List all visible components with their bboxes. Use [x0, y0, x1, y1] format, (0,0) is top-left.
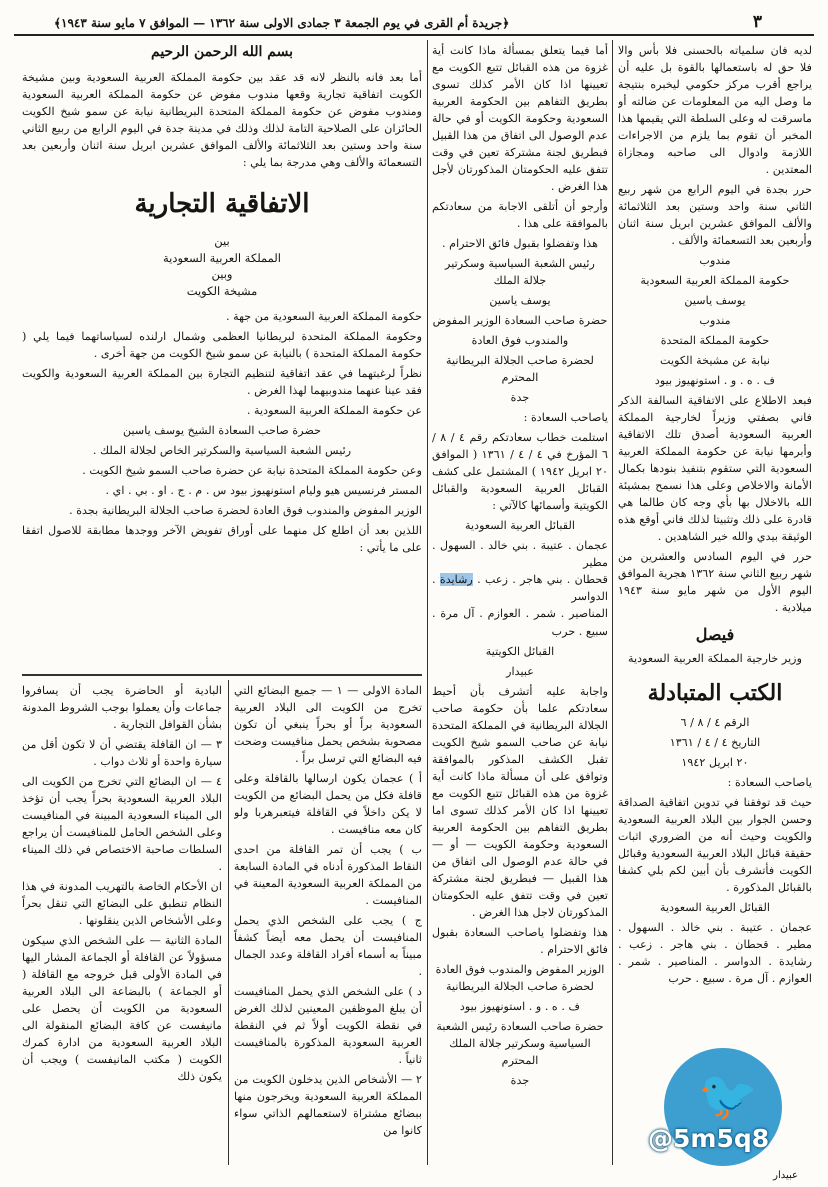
articles-column-left — [22, 682, 222, 1167]
article-clause: د ) على الشخص الذي يحمل المنافيست أن يبلغ الموظفين المعينين لذلك الغرض في نقطة الكويت أولاً ثم في النقطة العربية السعودية المذكورة بالمنافيست ثانياً . — [234, 985, 422, 1067]
paragraph: وعن حكومة المملكة المتحدة نيابة عن حضرة صاحب السمو شيخ الكويت . — [82, 463, 422, 477]
article-clause: ٣ — ان القافلة يقتضي أن لا تكون أقل من سيارة واحدة أو ثلاث دواب . — [22, 738, 222, 769]
tribes-line: قحطان . بني هاجر . زعب . — [472, 573, 608, 587]
addressee-line: حضرة صاحب السعادة رئيس الشعبة السياسية وسكرتير جلالة الملك المحترم — [436, 1019, 604, 1067]
article: المادة الاولى — ١ — جميع البضائع التي تخرج من الكويت الى البلاد العربية السعودية براً أو بحراً ينبغي أن تكون مصحوبة بشخص يحمل منافيست وضحت فيه البضائع التي ترسل براً . — [234, 684, 422, 766]
tribes-line: . الدواسر — [432, 573, 608, 604]
paragraph: حضرة صاحب السعادة الشيخ يوسف ياسين — [122, 423, 322, 437]
paragraph: حكومة المملكة العربية السعودية من جهة . — [225, 309, 422, 323]
paragraph: اللذين بعد أن اطلع كل منهما على أوراق تفويض الآخر ووجدها مطابقة للاصول اتفقا على ما يأتي : — [22, 523, 422, 554]
tribes-line: عجمان . عتيبة . بني خالد . السهول . مطير — [432, 539, 608, 570]
paragraph: حرر في اليوم السادس والعشرين من شهر ربيع الثاني سنة ١٣٦٢ هجرية الموافق اليوم الأول من شهر مايو سنة ١٩٤٣ ميلادية . — [618, 550, 812, 615]
agreement-title: الاتفاقية التجارية — [134, 189, 310, 220]
addressee-line: حضرة صاحب السعادة الوزير المفوض — [432, 314, 608, 328]
letter-ref: الرقم ٤ / ٨ / ٦ — [680, 716, 750, 730]
highlighted-tribe: رشايدة — [439, 573, 473, 587]
salutation: ياصاحب السعادة : — [523, 411, 608, 425]
paragraph: نظراً لرغبتهما في عقد اتفاقية لتنظيم التجارة بين المملكة العربية السعودية والكويت فقد عينا عنهما مندوبيهما لهذا الغرض . — [22, 366, 422, 397]
letter-date-hijri: التاريخ ٤ / ٤ / ١٣٦١ — [669, 736, 761, 750]
signatory-role: مندوب — [699, 254, 731, 268]
paragraph: المستر فرنسيس هيو وليام استونهيوز بيود س . م . ج . او . بي . اي . — [105, 483, 422, 497]
watermark-handle: @5m5q8 — [648, 1124, 770, 1153]
article-clause: ان الأحكام الخاصة بالتهريب المدونة في هذا النظام تنطبق على البضائع التي تنقل بحراً وعلى الأشخاص الذين ينقلونها . — [22, 880, 222, 928]
twitter-watermark — [640, 1048, 816, 1176]
signer-name: يوسف ياسين — [489, 294, 551, 308]
signer-name: ف . ه . و . استونهيوز بيود — [459, 999, 581, 1013]
agreement-subtitle: وبين — [211, 267, 233, 282]
addressee-line: لحضرة صاحب الجلالة البريطانية المحترم — [446, 354, 594, 385]
addressee-city: جدة — [510, 391, 530, 405]
signatory-government: حكومة المملكة العربية السعودية — [640, 274, 790, 288]
agreement-subtitle: المملكة العربية السعودية — [163, 250, 281, 265]
signatory-role: مندوب — [699, 314, 731, 328]
page-header — [14, 10, 814, 36]
article-clause: ج ) يجب على الشخص الذي يحمل المنافيست أن يحمل معه أيضاً كشفاً مبيناً به أسماء أفراد القافلة وعدد الجمال . — [234, 914, 422, 979]
tribes-list — [432, 537, 608, 639]
tribes-list: عجمان . عتيبة . بني خالد . السهول . مطير . قحطان . بني هاجر . زعب . رشايدة . الدواسر . المناصير . شمر . العوازم . آل مرة . سبيع . حرب — [618, 921, 812, 986]
signer-title: رئيس الشعبة السياسية وسكرتير جلالة الملك — [445, 257, 595, 288]
basmala: بسم الله الرحمن الرحيم — [151, 44, 293, 60]
column-rule — [228, 680, 229, 1165]
paragraph: فبعد الاطلاع على الاتفاقية السالفة الذكر فاني بصفتي وزيراً لخارجية المملكة العربية السعودية أصدق تلك الاتفاقية وأبرمها نيابة عن حكومة المملكة العربية السعودية التي ستقوم بتنفيذ بنودها بكمال الأمانة والاخلاص وعلى هذا نسمح بمشيئة الله بالاخلال بها بأي وجه كان طالما هي قادرة على ذلك وتثبيتا لذلك فاني أوقع هذه الوثيقة بيدي والله خير الشاهدين . — [618, 394, 812, 544]
signer-title: الوزير المفوض والمندوب فوق العادة لحضرة صاحب الجلالة البريطانية — [435, 962, 605, 993]
paragraph: أما بعد فانه بالنظر لانه قد عقد بين حكومة المملكة العربية السعودية وبين مشيخة الكويت اتفاقية تجارية وقعها مندوب مفوض عن حكومة المملكة العربية السعودية ومندوب مفوض عن حكومة المملكة المتحدة البريطانية نيابة عن سمو شيخ الكويت الحائزان على الصلاحية التامة لذلك وذلك في مدينة جدة في اليوم الرابع من ربيع الثاني سنة واحد وستين بعد الثلاثمائة والألف الموافق عشرين ابريل سنة اثنان وأربعين بعد التسعمائة والألف وهي مدرجة بما يلي : — [22, 71, 422, 170]
paragraph: الوزير المفوض والمندوب فوق العادة لحضرة صاحب الجلالة البريطانية بجدة . — [69, 503, 422, 517]
paragraph: وأرجو أن أتلقى الاجابة من سعادتكم بالموافقة على هذا . — [432, 200, 608, 231]
signatory-government: حكومة المملكة المتحدة — [660, 334, 770, 348]
signatory-name: ف . ه . و . استونهيوز بيود — [654, 374, 776, 388]
page-number: ٣ — [752, 12, 762, 32]
tribes-label: القبائل العربية السعودية — [464, 519, 575, 533]
article-clause: ب ) يجب أن تمر القافلة من احدى النقاط المذكورة أدناه في المادة السابعة من المملكة العربية السعودية المعينة في المنافيست . — [234, 843, 422, 908]
tribes-label: القبائل العربية السعودية — [659, 901, 770, 915]
paragraph: واجابة عليه أتشرف بأن أحيط سعادتكم علما بأن حكومة صاحب الجلالة البريطانية في المملكة المتحدة نيابة عن صاحب السمو شيخ الكويت تقبل الكشف المذكور بالموافقة وتوافق على أن مسألة ماذا كانت أية غزوة من هذه القبائل تتبع الكويت مع تعيينها اذا كان الأمر كذلك تسوى اما بطريق التفاهم بين الحكومة العربية السعودية وحكومة الكويت — أو — في حالة عدم الوصول الى اتفاق من هذا القبيل — فبطريق لجنة مشتركة تعين في وقت تتفق عليه الحكومتان المذكورتان لاجل هذا الغرض . — [432, 684, 608, 919]
column-1 — [618, 42, 812, 1052]
articles-column-right — [234, 682, 422, 1167]
agreement-subtitle: بين — [214, 233, 230, 248]
signature-name: فيصل — [695, 624, 735, 644]
article-clause: أ ) عجمان يكون ارسالها بالقافلة وعلى قافلة فكل من يحمل البضائع من الكويت لا يكن داخلاً في القافلة فيتعبرهربا ولو كان معه منافيست . — [234, 772, 422, 837]
salutation: ياصاحب السعادة : — [727, 776, 812, 790]
signature-title: وزير خارجية المملكة العربية السعودية — [627, 651, 802, 665]
paragraph: حيث قد توفقنا في تدوين اتفاقية الصداقة وحسن الجوار بين البلاد العربية السعودية والكويت وحيث أنه من الضروري اثبات حقيقة قبائل البلاد العربية السعودية وقبائل الكويت فأتشرف بأن أبين لكم بلي كشفا بالقبائل المذكورة . — [618, 796, 812, 895]
agreement-subtitle: مشيخة الكويت — [186, 283, 258, 298]
signatory-name: يوسف ياسين — [684, 294, 746, 308]
paragraph: هذا وتفضلوا بقبول فائق الاحترام . — [442, 237, 598, 251]
article-clause: ٢ — الأشخاص الذين يدخلون الكويت من المملكة العربية السعودية ويخرجون منها ببضائع مشتراة لاستعمالهم الذاتي سواء كانوا من — [234, 1073, 422, 1138]
addressee-line: والمندوب فوق العادة — [471, 334, 569, 348]
section-rule — [22, 674, 422, 676]
paragraph: أما فيما يتعلق بمسألة ماذا كانت أية غزوة من هذه القبائل تتبع الكويت مع تعيينها اذا كان الأمر كذلك تسوى بطريق التفاهم بين الحكومة العربية السعودية وحكومة الكويت أو في حالة عدم الوصول الى اتفاق من هذا القبيل فبطريق لجنة مشتركة تعين في وقت تتفق عليه الحكومتان المذكورتان لأجل هذا الغرض . — [432, 44, 608, 194]
bird-icon: 🐦 — [698, 1068, 758, 1124]
running-head: ﴿جريدة أم القرى في يوم الجمعة ٣ جمادى الاولى سنة ١٣٦٢ — الموافق ٧ مايو سنة ١٩٤٣﴾ — [54, 16, 510, 30]
column-1-footer: عبيدار — [773, 1170, 798, 1181]
paragraph: لديه فان سلمياته بالحسنى فلا بأس والا فلا حق له باستعمالها بالقوة بل عليه أن يراجع أقرب مركز حكومي ليخبره بنتيجة ما وصل اليه من المعلومات عن ضالته أو ماسرقت له وعلى السلطة التي يقيمها هذا المخبر أن تقوم بما يلزم من الاجراءات اللازمة وادوال الى صاحبه ومجازاة المعتدين . — [618, 44, 812, 177]
addressee-city: جدة — [510, 1073, 530, 1087]
article-clause: ٤ — ان البضائع التي تخرج من الكويت الى البلاد العربية السعودية بحراً يجب أن تؤخذ الى الميناء السعودية المبينة في المنافيست وعلى الشخص الحامل للمنافيست أن يراجع السلطات صاحبة الاختصاص في ذلك الميناء . — [22, 775, 222, 874]
column-rule — [427, 40, 428, 1165]
letter-date-gregorian: ٢٠ ابريل ١٩٤٢ — [681, 756, 749, 770]
paragraph: رئيس الشعبة السياسية والسكرتير الخاص لجلالة الملك . — [92, 443, 352, 457]
article-clause: البادية أو الحاضرة يجب أن يسافروا جماعات وأن يعملوا بوجب الشروط المدونة بشأن القوافل التجارية . — [22, 684, 222, 732]
signatory-representation: نيابة عن مشيخة الكويت — [659, 354, 770, 368]
section-title: الكتب المتبادلة — [647, 679, 783, 706]
article: المادة الثانية — على الشخص الذي سيكون مسؤولاً عن القافلة أو الجماعة المشار اليها في المادة الأولى قبل خروجه مع القافلة ( أو الجماعة ) بالبضاعة الى البلاد العربية السعودية من الكويت أن يحصل على مانيفست عن كافة البضائع المنقولة الى البلاد العربية السعودية من ادارة كمرك الكويت ( مكتب المانيفست ) ويجب أن يكون ذلك — [22, 934, 222, 1084]
paragraph: حرر بجدة في اليوم الرابع من شهر ربيع الثاني سنة واحد وستين بعد الثلاثمائة والألف الموافق عشرين ابريل سنة اثنان وأربعين بعد التسعمائة والألف . — [618, 183, 812, 248]
kuwait-tribes-list: عبيدار — [506, 664, 534, 678]
paragraph: هذا وتفضلوا ياصاحب السعادة بقبول فائق الاحترام . — [432, 925, 608, 956]
paragraph: وحكومة المملكة المتحدة لبريطانيا العظمى وشمال ارلنده لسياساتهما فيما يلي ( حكومة المملكة المتحدة ) بالنيابة عن سمو شيخ الكويت من جهة أخرى . — [22, 329, 422, 360]
column-rule — [612, 40, 613, 1165]
paragraph: عن حكومة المملكة العربية السعودية . — [246, 403, 422, 417]
agreement-section — [22, 42, 422, 670]
paragraph: استلمت خطاب سعادتكم رقم ٤ / ٨ / ٦ المؤرخ في ٤ / ٤ / ١٣٦١ ( الموافق ٢٠ ابريل ١٩٤٢ ) المشتمل على كشف القبائل العربية السعودية والقبائل الكويتية وأسمائها كالآتي : — [432, 431, 608, 513]
column-2 — [432, 42, 608, 1167]
kuwait-tribes-label: القبائل الكويتية — [485, 644, 555, 658]
tribes-line: المناصير . شمر . العوازم . آل مرة . سبيع . حرب — [432, 607, 608, 638]
